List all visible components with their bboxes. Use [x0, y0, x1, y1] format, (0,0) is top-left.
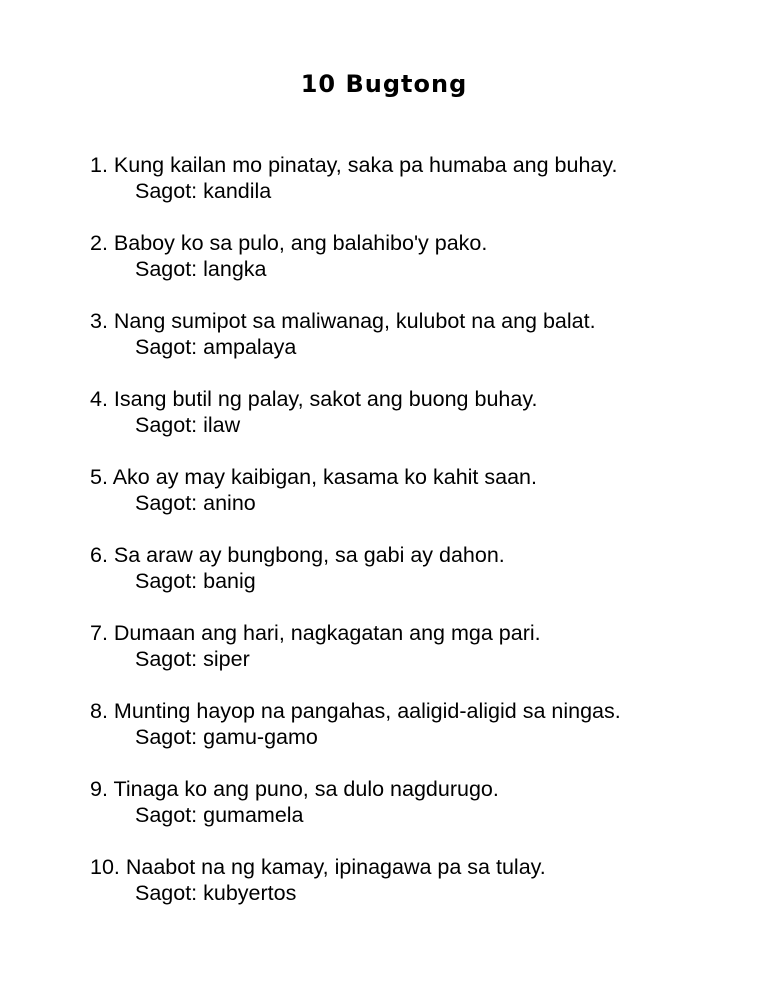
riddle-item	[90, 698, 750, 776]
document-title: 10 Bugtong	[300, 70, 468, 98]
riddle-question: 9. Tinaga ko ang puno, sa dulo nagdurugo.	[90, 777, 499, 801]
riddle-question: 7. Dumaan ang hari, nagkagatan ang mga pari.	[90, 621, 541, 645]
riddle-item	[90, 152, 750, 230]
riddle-list	[90, 152, 750, 932]
riddle-item	[90, 386, 750, 464]
riddle-item	[90, 464, 750, 542]
riddle-answer: Sagot: gumamela	[135, 803, 304, 827]
riddle-answer: Sagot: siper	[135, 647, 250, 671]
riddle-question: 5. Ako ay may kaibigan, kasama ko kahit saan.	[90, 465, 537, 489]
riddle-answer: Sagot: ilaw	[135, 413, 241, 437]
riddle-item	[90, 542, 750, 620]
riddle-question: 3. Nang sumipot sa maliwanag, kulubot na ang balat.	[90, 309, 596, 333]
riddle-answer: Sagot: langka	[135, 257, 267, 281]
riddle-item	[90, 854, 750, 932]
riddle-item	[90, 776, 750, 854]
riddle-answer: Sagot: gamu-gamo	[135, 725, 318, 749]
riddle-answer: Sagot: anino	[135, 491, 256, 515]
riddle-question: 8. Munting hayop na pangahas, aaligid-aligid sa ningas.	[90, 699, 621, 723]
riddle-item	[90, 620, 750, 698]
riddle-question: 1. Kung kailan mo pinatay, saka pa humaba ang buhay.	[90, 153, 618, 177]
riddle-question: 6. Sa araw ay bungbong, sa gabi ay dahon.	[90, 543, 505, 567]
riddle-answer: Sagot: ampalaya	[135, 335, 297, 359]
riddle-answer: Sagot: kubyertos	[135, 881, 297, 905]
riddle-answer: Sagot: kandila	[135, 179, 272, 203]
riddle-question: 2. Baboy ko sa pulo, ang balahibo'y pako.	[90, 231, 488, 255]
riddle-item	[90, 308, 750, 386]
riddle-answer: Sagot: banig	[135, 569, 256, 593]
riddle-item	[90, 230, 750, 308]
riddle-question: 10. Naabot na ng kamay, ipinagawa pa sa tulay.	[90, 855, 546, 879]
riddle-question: 4. Isang butil ng palay, sakot ang buong buhay.	[90, 387, 538, 411]
